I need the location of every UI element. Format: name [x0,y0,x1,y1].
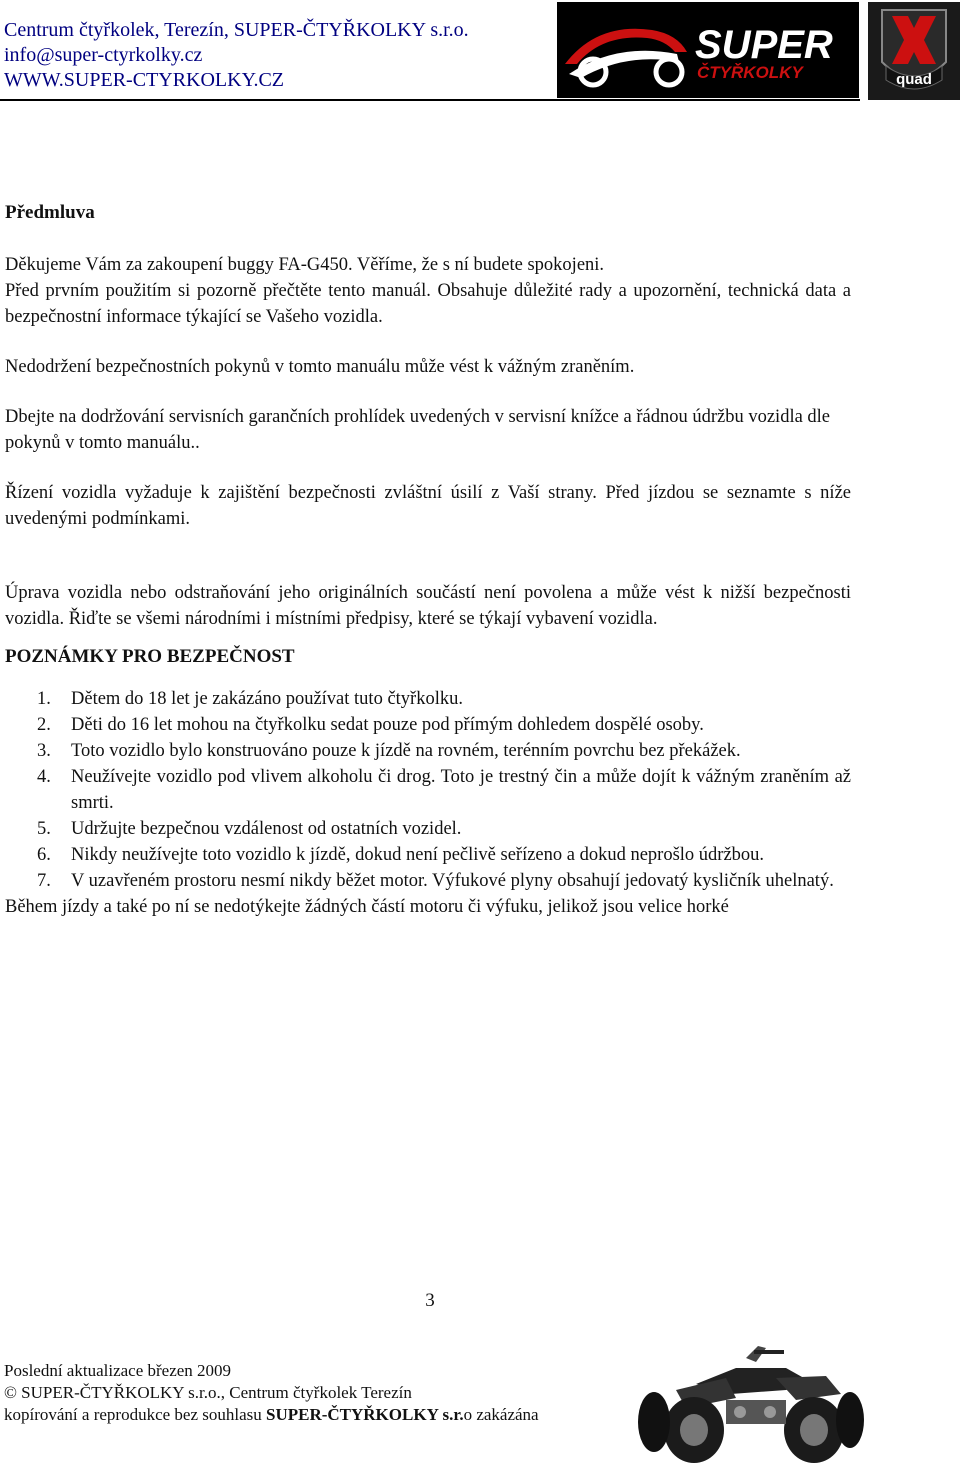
list-item: 3. Toto vozidlo bylo konstruováno pouze k jízdě na rovném, terénním povrchu bez překážek. [37,741,741,761]
paragraph-warning: Nedodržení bezpečnostních pokynů v tomto manuálu může vést k vážným zraněním. [5,357,635,377]
closing-paragraph: Během jízdy a také po ní se nedotýkejte žádných částí motoru či výfuku, jelikož jsou velice horké [5,897,729,917]
list-item: 7. V uzavřeném prostoru nesmí nikdy běžet motor. Výfukové plyny obsahují jedovatý kysličník uhelnatý. [37,871,834,891]
preface-heading: Předmluva [5,202,95,223]
logo-text-ctyrkolky: ČTYŘKOLKY [697,63,803,82]
page-header [0,0,960,102]
paragraph-service: Dbejte na dodržování servisních garančních prohlídek uvedených v servisní knížce a řádnou údržbu vozidla dle pokynů v tomto manuálu.. [5,407,831,453]
atv-image [636,1338,866,1466]
intro-line-1: Děkujeme Vám za zakoupení buggy FA-G450. Věříme, že s ní budete spokojeni. [5,255,605,275]
page-footer [4,1360,539,1426]
company-contact [4,18,469,93]
list-item: 1. Dětem do 18 let je zakázáno používat tuto čtyřkolku. [37,689,463,709]
paragraph-driving: Řízení vozidla vyžaduje k zajištění bezpečnosti zvláštní úsilí z Vaší strany. Před jízdou se seznamte s níže uvedenými podmínkami. [5,483,851,529]
intro-line-2: Před prvním použitím si pozorně přečtěte tento manuál. Obsahuje důležité rady a upozornění, technická data a bezpečnostní informace týkající se Vašeho vozidla. [5,281,851,327]
list-item: 4. Neužívejte vozidlo pod vlivem alkoholu či drog. Toto je trestný čin a může dojít k vážným zraněním až smrti. [37,767,851,813]
page-number: 3 [425,1290,435,1311]
list-item: 5. Udržujte bezpečnou vzdálenost od ostatních vozidel. [37,819,462,839]
x-quad-logo [868,2,960,100]
safety-notes-list [5,686,851,894]
footer-copyright: © SUPER-ČTYŘKOLKY s.r.o., Centrum čtyřkolek Terezín [4,1383,412,1402]
super-ctyrkolky-logo [557,2,859,98]
header-divider [0,99,860,101]
safety-heading: POZNÁMKY PRO BEZPEČNOST [5,646,295,667]
company-line: Centrum čtyřkolek, Terezín, SUPER-ČTYŘKOLKY s.r.o. [4,19,469,41]
list-item: 2. Děti do 16 let mohou na čtyřkolku sedat pouze pod přímým dohledem dospělé osoby. [37,715,704,735]
company-website[interactable]: WWW.SUPER-CTYRKOLKY.CZ [4,69,285,91]
list-item: 6. Nikdy neužívejte toto vozidlo k jízdě, dokud není pečlivě seřízeno a dokud neprošlo údržbou. [37,845,765,865]
paragraph-modification: Úprava vozidla nebo odstraňování jeho originálních součástí není povolena a může vést k nižší bezpečnosti vozidla. Řiďte se všemi národními i místními předpisy, které se týkají vybavení vozidla. [5,583,851,629]
footer-notice: kopírování a reprodukce bez souhlasu SUPER-ČTYŘKOLKY s.r.o zakázána [4,1405,539,1424]
logo-graphic [557,2,859,98]
footer-updated: Poslední aktualizace březen 2009 [4,1361,232,1380]
quad-logo-text: quad [896,71,932,88]
atv-illustration [636,1338,866,1466]
logo-text-super: SUPER [695,23,833,67]
company-email[interactable]: info@super-ctyrkolky.cz [4,44,203,66]
quad-logo-graphic [868,2,960,100]
document-body [5,200,851,920]
